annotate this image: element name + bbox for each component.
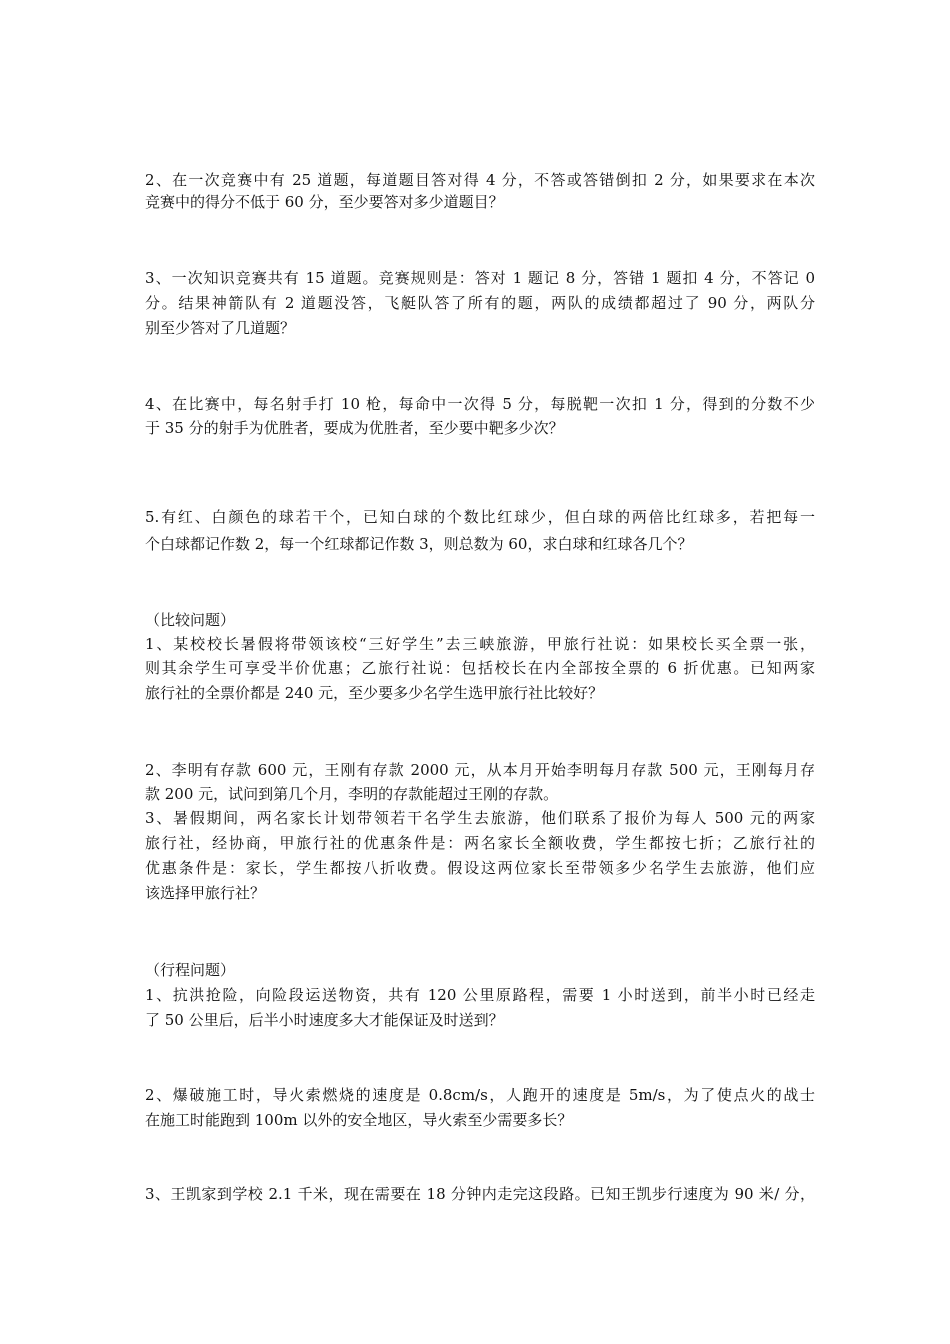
comparison-q1-line-1: 1、某校校长暑假将带领该校“三好学生”去三峡旅游，甲旅行社说：如果校长买全票一张， (145, 635, 815, 653)
problem-2-line-2: 竞赛中的得分不低于 60 分，至少要答对多少道题目？ (145, 193, 504, 211)
comparison-q3-line-2: 旅行社，经协商，甲旅行社的优惠条件是：两名家长全额收费，学生都按七折；乙旅行社的 (145, 834, 815, 852)
comparison-q3-line-1: 3、暑假期间，两名家长计划带领若干名学生去旅游，他们联系了报价为每人 500 元的两家 (145, 809, 815, 827)
travel-q1-line-2: 了 50 公里后，后半小时速度多大才能保证及时送到？ (145, 1011, 504, 1029)
problem-3-line-1: 3、一次知识竞赛共有 15 道题。竞赛规则是：答对 1 题记 8 分，答错 1 题扣 4 分，不答记 0 (145, 269, 815, 287)
comparison-q3-line-3: 优惠条件是：家长，学生都按八折收费。假设这两位家长至带领多少名学生去旅游，他们应 (145, 859, 815, 877)
comparison-q1-line-2: 则其余学生可享受半价优惠；乙旅行社说：包括校长在内全部按全票的 6 折优惠。已知两家 (145, 659, 815, 677)
comparison-q3-line-4: 该选择甲旅行社？ (145, 884, 266, 902)
problem-4-line-2: 于 35 分的射手为优胜者，要成为优胜者，至少要中靶多少次？ (145, 419, 564, 437)
problem-3-line-2: 分。结果神箭队有 2 道题没答，飞艇队答了所有的题，两队的成绩都超过了 90 分，两队分 (145, 294, 815, 312)
comparison-heading: （比较问题） (145, 611, 236, 629)
travel-q1-line-1: 1、抗洪抢险，向险段运送物资，共有 120 公里原路程，需要 1 小时送到，前半小时已经走 (145, 986, 815, 1004)
travel-q2-line-1: 2、爆破施工时，导火索燃烧的速度是 0.8cm/s，人跑开的速度是 5m/s，为了使点火的战士 (145, 1086, 815, 1104)
comparison-q1-line-3: 旅行社的全票价都是 240 元，至少要多少名学生选甲旅行社比较好？ (145, 684, 604, 702)
problem-3-line-3: 别至少答对了几道题？ (145, 319, 296, 337)
comparison-q2-line-1: 2、李明有存款 600 元，王刚有存款 2000 元，从本月开始李明每月存款 500 元，王刚每月存 (145, 761, 815, 779)
problem-5-line-2: 个白球都记作数 2，每一个红球都记作数 3，则总数为 60，求白球和红球各几个？ (145, 535, 693, 553)
travel-heading: （行程问题） (145, 961, 236, 979)
problem-4-line-1: 4、在比赛中，每名射手打 10 枪，每命中一次得 5 分，每脱靶一次扣 1 分，得到的分数不少 (145, 395, 815, 413)
comparison-q2-line-2: 款 200 元，试问到第几个月，李明的存款能超过王刚的存款。 (145, 785, 559, 803)
problem-5-line-1: 5.有红、白颜色的球若干个，已知白球的个数比红球少，但白球的两倍比红球多，若把每一 (145, 508, 815, 526)
problem-2-line-1: 2、在一次竞赛中有 25 道题，每道题目答对得 4 分，不答或答错倒扣 2 分，如果要求在本次 (145, 171, 815, 189)
travel-q2-line-2: 在施工时能跑到 100m 以外的安全地区，导火索至少需要多长？ (145, 1111, 573, 1129)
travel-q3-line-1: 3、王凯家到学校 2.1 千米，现在需要在 18 分钟内走完这段路。已知王凯步行速度为 90 米/ 分， (145, 1185, 815, 1203)
